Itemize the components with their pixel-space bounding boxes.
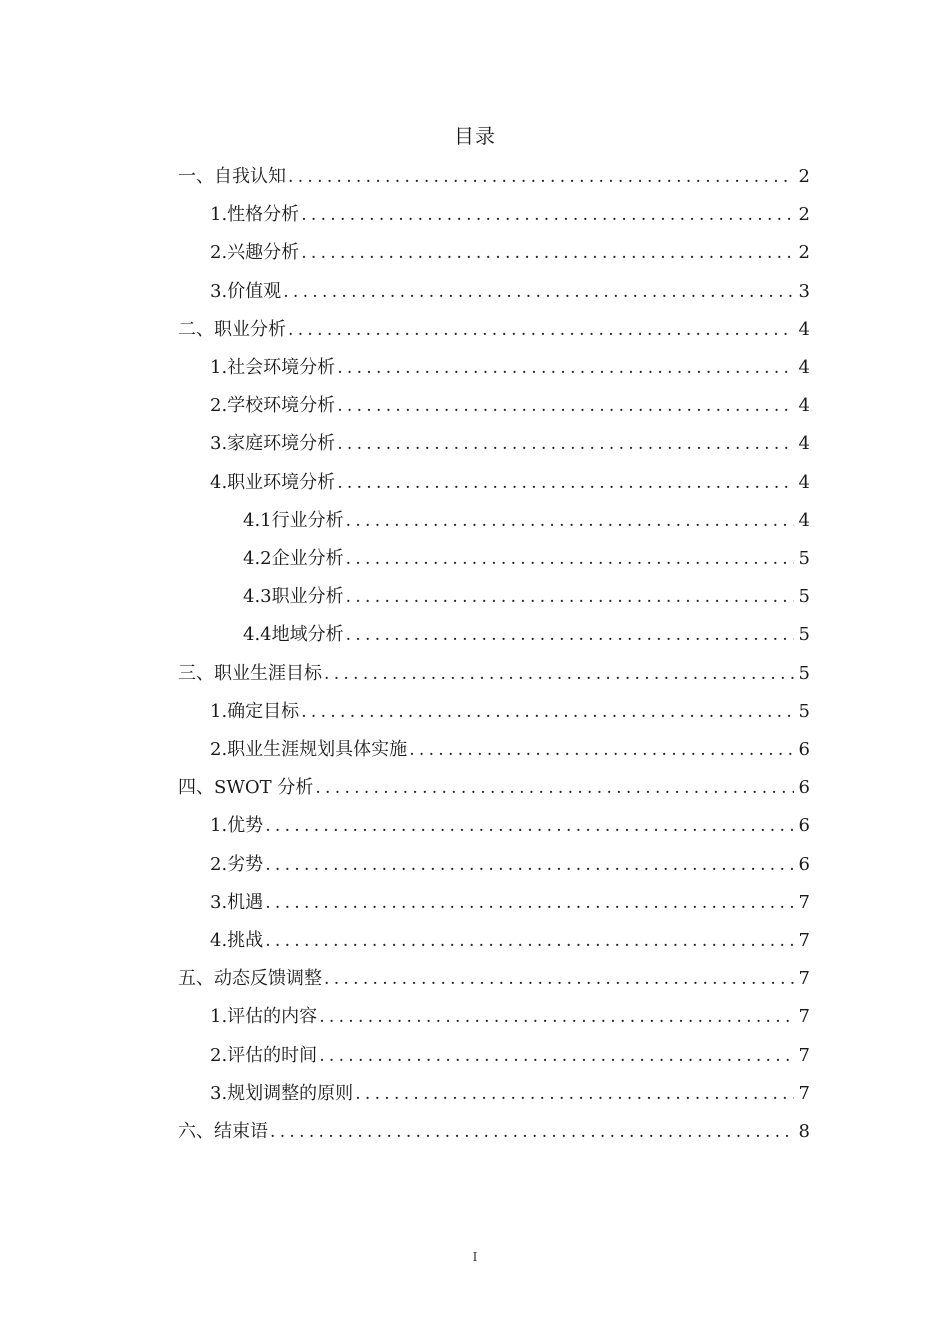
toc-entry-label: 一、自我认知 bbox=[178, 166, 286, 187]
toc-entry[interactable] bbox=[178, 311, 810, 349]
toc-entry-page-number: 7 bbox=[798, 1082, 810, 1104]
toc-entry-page-number: 7 bbox=[798, 1006, 810, 1028]
toc-entry-label: 4.职业环境分析 bbox=[210, 471, 336, 493]
toc-entry-page-number: 7 bbox=[798, 930, 810, 951]
toc-entry[interactable] bbox=[210, 349, 810, 387]
toc-dot-leader bbox=[265, 884, 794, 922]
toc-entry-label: 2.兴趣分析 bbox=[210, 242, 300, 264]
toc-entry-label: 六、结束语 bbox=[178, 1121, 268, 1142]
toc-entry-page-number: 4 bbox=[798, 433, 810, 455]
toc-entry[interactable] bbox=[210, 731, 810, 769]
toc-dot-leader bbox=[324, 960, 794, 998]
toc-dot-leader bbox=[346, 616, 794, 654]
toc-entry-page-number: 5 bbox=[798, 624, 810, 646]
toc-dot-leader bbox=[346, 540, 794, 578]
toc-entry-page-number: 6 bbox=[798, 815, 810, 837]
toc-entry-label: 3.规划调整的原则 bbox=[210, 1082, 354, 1104]
toc-dot-leader bbox=[337, 349, 794, 387]
toc-entry-label: 四、SWOT 分析 bbox=[178, 777, 314, 799]
toc-dot-leader bbox=[301, 234, 794, 272]
toc-entry-page-number: 4 bbox=[798, 509, 810, 531]
toc-entry-page-number: 7 bbox=[798, 891, 810, 913]
toc-dot-leader bbox=[315, 769, 794, 807]
toc-entry-label: 4.3职业分析 bbox=[243, 586, 344, 608]
toc-dot-leader bbox=[265, 846, 794, 884]
toc-dot-leader bbox=[288, 311, 794, 349]
toc-entry-label: 2.职业生涯规划具体实施 bbox=[210, 739, 408, 760]
toc-dot-leader bbox=[265, 922, 794, 960]
toc-entry-page-number: 8 bbox=[798, 1121, 810, 1142]
toc-dot-leader bbox=[265, 807, 794, 845]
toc-entry-page-number: 6 bbox=[798, 777, 810, 799]
toc-entry-page-number: 3 bbox=[798, 280, 810, 302]
toc-entry[interactable] bbox=[210, 922, 810, 960]
toc-entry-page-number: 5 bbox=[798, 700, 810, 722]
toc-entry[interactable] bbox=[243, 578, 810, 616]
toc-entry[interactable] bbox=[243, 502, 810, 540]
toc-dot-leader bbox=[337, 387, 794, 425]
toc-dot-leader bbox=[337, 464, 794, 502]
toc-entry-label: 1.性格分析 bbox=[210, 204, 300, 226]
toc-entry-label: 3.家庭环境分析 bbox=[210, 433, 336, 455]
toc-entry-label: 1.评估的内容 bbox=[210, 1006, 318, 1028]
toc-entry[interactable] bbox=[210, 807, 810, 845]
toc-entry[interactable] bbox=[210, 425, 810, 463]
toc-entry[interactable] bbox=[178, 1113, 810, 1151]
toc-dot-leader bbox=[346, 578, 794, 616]
toc-entry[interactable] bbox=[210, 1075, 810, 1113]
toc-entry-page-number: 7 bbox=[798, 1044, 810, 1066]
toc-dot-leader bbox=[301, 693, 794, 731]
toc-entry-label: 2.劣势 bbox=[210, 853, 264, 875]
toc-dot-leader bbox=[324, 655, 794, 693]
toc-dot-leader bbox=[319, 998, 794, 1036]
toc-entry-label: 2.评估的时间 bbox=[210, 1044, 318, 1066]
toc-entry[interactable] bbox=[210, 196, 810, 234]
toc-entry-page-number: 5 bbox=[798, 548, 810, 569]
toc-entry[interactable] bbox=[210, 234, 810, 272]
toc-entry-page-number: 6 bbox=[798, 739, 810, 760]
toc-dot-leader bbox=[337, 425, 794, 463]
toc-entry-page-number: 6 bbox=[798, 853, 810, 875]
toc-entry-label: 4.2企业分析 bbox=[243, 548, 344, 569]
toc-entry-label: 3.价值观 bbox=[210, 280, 282, 302]
toc-entry-page-number: 2 bbox=[798, 204, 810, 226]
toc-dot-leader bbox=[319, 1037, 794, 1075]
toc-entry-label: 3.机遇 bbox=[210, 891, 264, 913]
toc-entry-page-number: 5 bbox=[798, 586, 810, 608]
toc-dot-leader bbox=[346, 502, 794, 540]
toc-entry-page-number: 2 bbox=[798, 166, 810, 187]
toc-entry-page-number: 4 bbox=[798, 357, 810, 378]
toc-entry[interactable] bbox=[210, 884, 810, 922]
footer-page-number: I bbox=[472, 1250, 478, 1264]
toc-entry-label: 4.4地域分析 bbox=[243, 624, 344, 646]
toc-entry[interactable] bbox=[210, 387, 810, 425]
toc-entry[interactable] bbox=[178, 655, 810, 693]
toc-dot-leader bbox=[288, 158, 794, 196]
toc-dot-leader bbox=[283, 273, 794, 311]
toc-entry-label: 五、动态反馈调整 bbox=[178, 968, 322, 990]
toc-entry[interactable] bbox=[178, 158, 810, 196]
toc-entry[interactable] bbox=[178, 769, 810, 807]
toc-entry-label: 二、职业分析 bbox=[178, 318, 286, 340]
toc-entry[interactable] bbox=[243, 540, 810, 578]
toc-entry[interactable] bbox=[243, 616, 810, 654]
toc-entry-page-number: 4 bbox=[798, 471, 810, 493]
toc-dot-leader bbox=[270, 1113, 794, 1151]
toc-entry-label: 1.优势 bbox=[210, 815, 264, 837]
toc-entry-label: 1.社会环境分析 bbox=[210, 357, 336, 378]
toc-entry[interactable] bbox=[178, 960, 810, 998]
toc-entry[interactable] bbox=[210, 464, 810, 502]
toc-entry[interactable] bbox=[210, 998, 810, 1036]
toc-entry[interactable] bbox=[210, 846, 810, 884]
toc-entry-page-number: 7 bbox=[798, 968, 810, 990]
toc-entry-label: 2.学校环境分析 bbox=[210, 395, 336, 417]
toc-dot-leader bbox=[355, 1075, 794, 1113]
toc-dot-leader bbox=[409, 731, 794, 769]
toc-entry-page-number: 4 bbox=[798, 395, 810, 417]
toc-entry[interactable] bbox=[210, 693, 810, 731]
toc-entry[interactable] bbox=[210, 273, 810, 311]
toc-entry-page-number: 5 bbox=[798, 662, 810, 684]
toc-entry[interactable] bbox=[210, 1037, 810, 1075]
toc-entry-label: 4.挑战 bbox=[210, 930, 264, 951]
toc-entry-page-number: 2 bbox=[798, 242, 810, 264]
toc-title: 目录 bbox=[454, 124, 496, 148]
toc-entry-page-number: 4 bbox=[798, 318, 810, 340]
toc-entry-label: 三、职业生涯目标 bbox=[178, 662, 322, 684]
toc-entry-label: 1.确定目标 bbox=[210, 700, 300, 722]
toc-entry-label: 4.1行业分析 bbox=[243, 509, 344, 531]
toc-dot-leader bbox=[301, 196, 794, 234]
